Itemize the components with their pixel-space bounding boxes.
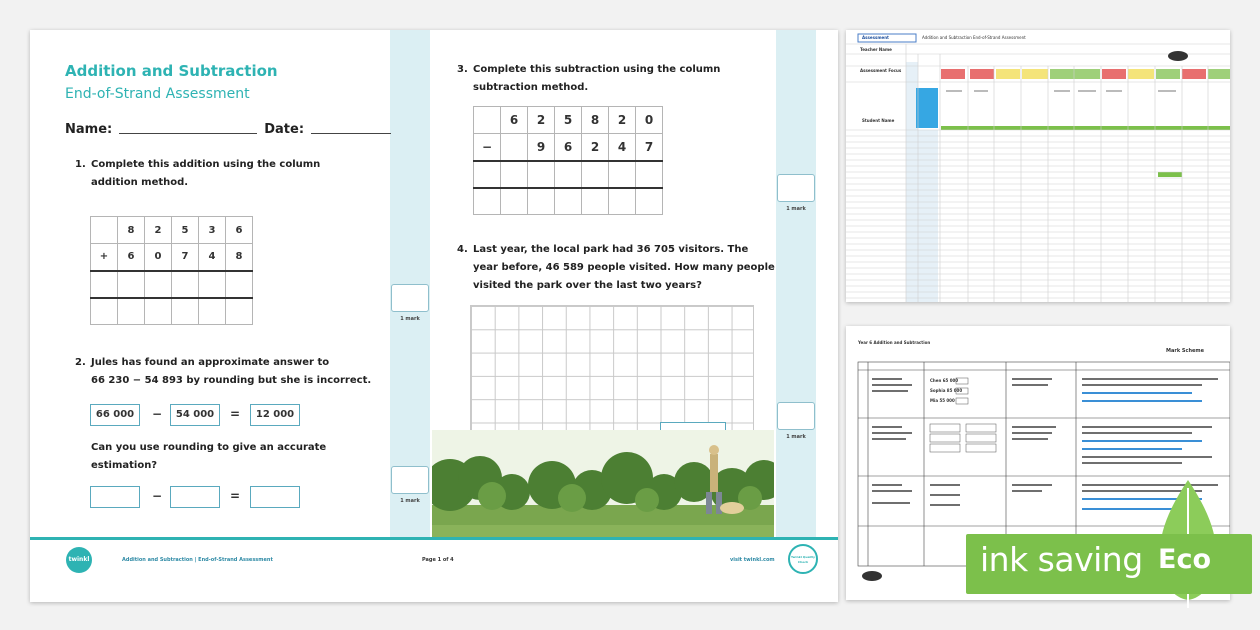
grid-cell: 9 bbox=[528, 134, 555, 161]
grid-cell: 2 bbox=[609, 107, 636, 134]
mark-box-q3[interactable] bbox=[777, 174, 815, 202]
carry-cell[interactable] bbox=[91, 298, 118, 325]
borrow-cell[interactable] bbox=[555, 188, 582, 215]
mark-scheme-header-left: Year 6 Addition and Subtraction bbox=[858, 340, 931, 345]
mark-scheme-value: Mia 55 000 bbox=[930, 398, 955, 403]
question-text-line: Complete this addition using the column bbox=[91, 159, 321, 170]
answer-box-3[interactable] bbox=[250, 486, 300, 508]
footer-page-number: Page 1 of 4 bbox=[422, 557, 454, 563]
name-label: Name: bbox=[65, 122, 113, 137]
eco-label: Eco bbox=[1158, 544, 1211, 575]
spreadsheet-row-label: Teacher Name bbox=[860, 47, 892, 52]
answer-cell[interactable] bbox=[172, 271, 199, 298]
carry-cell[interactable] bbox=[172, 298, 199, 325]
question-number: 1. bbox=[75, 159, 86, 170]
equals-sign: = bbox=[230, 489, 241, 503]
grid-cell: 3 bbox=[199, 217, 226, 244]
answer-cell[interactable] bbox=[528, 161, 555, 188]
grid-cell: 5 bbox=[172, 217, 199, 244]
mark-box-q2b[interactable] bbox=[391, 466, 429, 494]
carry-cell[interactable] bbox=[118, 298, 145, 325]
spreadsheet-row-label: Assessment Focus bbox=[860, 68, 902, 73]
mark-label: 1 mark bbox=[400, 316, 420, 322]
estimate-box-3: 12 000 bbox=[250, 404, 300, 426]
question-text-line: year before, 46 589 people visited. How many people bbox=[473, 262, 775, 273]
grid-cell: − bbox=[474, 134, 501, 161]
grid-cell: 4 bbox=[199, 244, 226, 271]
borrow-cell[interactable] bbox=[636, 188, 663, 215]
answer-cell[interactable] bbox=[555, 161, 582, 188]
answer-cell[interactable] bbox=[501, 161, 528, 188]
addition-grid bbox=[90, 216, 253, 325]
estimate-box-2: 54 000 bbox=[170, 404, 220, 426]
answer-cell[interactable] bbox=[636, 161, 663, 188]
ink-saving-label: ink saving bbox=[980, 540, 1143, 579]
question-1 bbox=[75, 156, 375, 192]
borrow-cell[interactable] bbox=[582, 188, 609, 215]
answer-cell[interactable] bbox=[226, 271, 253, 298]
spreadsheet-title: Addition and Subtraction End-of-Strand Assessment bbox=[922, 35, 1026, 40]
spreadsheet-row-label: Student Name bbox=[862, 118, 895, 123]
borrow-cell[interactable] bbox=[501, 188, 528, 215]
borrow-cell[interactable] bbox=[474, 188, 501, 215]
borrow-cell[interactable] bbox=[609, 188, 636, 215]
equals-sign: = bbox=[230, 407, 241, 421]
grid-cell: 2 bbox=[528, 107, 555, 134]
question-number: 3. bbox=[457, 64, 468, 75]
grid-cell bbox=[474, 107, 501, 134]
grid-cell: 6 bbox=[501, 107, 528, 134]
estimate-box-1: 66 000 bbox=[90, 404, 140, 426]
footer-right-text: visit twinkl.com bbox=[730, 557, 775, 563]
footer-left-text: Addition and Subtraction | End-of-Strand Assessment bbox=[122, 557, 273, 563]
answer-box-1[interactable] bbox=[90, 486, 140, 508]
grid-cell: 2 bbox=[582, 134, 609, 161]
carry-cell[interactable] bbox=[199, 298, 226, 325]
name-field[interactable] bbox=[119, 133, 257, 134]
twinkl-logo: twinkl bbox=[66, 547, 92, 573]
grid-cell: + bbox=[91, 244, 118, 271]
question-number: 2. bbox=[75, 357, 86, 368]
subtraction-grid bbox=[473, 106, 663, 215]
spreadsheet-grid-icon bbox=[846, 30, 1230, 302]
footer-divider bbox=[30, 537, 838, 540]
grid-cell: 0 bbox=[636, 107, 663, 134]
name-date-row bbox=[65, 122, 398, 137]
question-text-line: subtraction method. bbox=[473, 82, 589, 93]
grid-cell bbox=[91, 217, 118, 244]
grid-cell: 8 bbox=[582, 107, 609, 134]
quality-check-badge: Twinkl Quality Check bbox=[788, 544, 818, 574]
spreadsheet-tab[interactable]: Assessment bbox=[862, 35, 889, 40]
grid-cell: 0 bbox=[145, 244, 172, 271]
question-text-line: estimation? bbox=[91, 460, 158, 471]
question-number: 4. bbox=[457, 244, 468, 255]
answer-cell[interactable] bbox=[91, 271, 118, 298]
answer-box-2[interactable] bbox=[170, 486, 220, 508]
question-text-line: Last year, the local park had 36 705 visitors. The bbox=[473, 244, 749, 255]
worksheet-subtitle: End-of-Strand Assessment bbox=[65, 86, 250, 102]
carry-cell[interactable] bbox=[145, 298, 172, 325]
carry-cell[interactable] bbox=[226, 298, 253, 325]
question-3 bbox=[457, 61, 777, 97]
mark-label: 1 mark bbox=[786, 434, 806, 440]
answer-cell[interactable] bbox=[582, 161, 609, 188]
grid-cell: 5 bbox=[555, 107, 582, 134]
minus-sign: − bbox=[152, 407, 163, 421]
grid-cell: 6 bbox=[226, 217, 253, 244]
question-text-line: visited the park over the last two years? bbox=[473, 280, 702, 291]
answer-cell[interactable] bbox=[118, 271, 145, 298]
mark-label: 1 mark bbox=[400, 498, 420, 504]
question-2 bbox=[75, 354, 395, 390]
worksheet-title: Addition and Subtraction bbox=[65, 62, 278, 80]
borrow-cell[interactable] bbox=[528, 188, 555, 215]
question-text-line: Complete this subtraction using the column bbox=[473, 64, 721, 75]
answer-cell[interactable] bbox=[145, 271, 172, 298]
answer-cell[interactable] bbox=[474, 161, 501, 188]
mark-scheme-value: Chen 65 000 bbox=[930, 378, 959, 383]
grid-cell: 4 bbox=[609, 134, 636, 161]
question-text-line: addition method. bbox=[91, 177, 189, 188]
worksheet-page bbox=[30, 30, 838, 602]
grid-cell: 6 bbox=[118, 244, 145, 271]
answer-cell[interactable] bbox=[199, 271, 226, 298]
grid-cell: 2 bbox=[145, 217, 172, 244]
park-illustration bbox=[432, 430, 774, 537]
question-2-prompt bbox=[75, 439, 395, 475]
question-text-line: 66 230 − 54 893 by rounding but she is incorrect. bbox=[91, 375, 372, 386]
mark-box-q4[interactable] bbox=[777, 402, 815, 430]
date-field[interactable] bbox=[311, 133, 391, 134]
park-trees-icon bbox=[432, 430, 774, 537]
mark-label: 1 mark bbox=[786, 206, 806, 212]
grid-cell: 8 bbox=[118, 217, 145, 244]
spreadsheet-preview bbox=[846, 30, 1230, 302]
date-label: Date: bbox=[264, 122, 305, 137]
grid-cell: 7 bbox=[636, 134, 663, 161]
grid-cell: 6 bbox=[555, 134, 582, 161]
question-text-line: Jules has found an approximate answer to bbox=[91, 357, 330, 368]
answer-cell[interactable] bbox=[609, 161, 636, 188]
mark-box-q2[interactable] bbox=[391, 284, 429, 312]
mark-scheme-value: Sophia 85 000 bbox=[930, 388, 963, 393]
minus-sign: − bbox=[152, 489, 163, 503]
question-4 bbox=[457, 241, 777, 295]
grid-cell bbox=[501, 134, 528, 161]
mark-scheme-header-right: Mark Scheme bbox=[1166, 348, 1204, 354]
mark-strip-right bbox=[776, 30, 816, 537]
grid-cell: 7 bbox=[172, 244, 199, 271]
question-text-line: Can you use rounding to give an accurate bbox=[91, 442, 327, 453]
grid-cell: 8 bbox=[226, 244, 253, 271]
